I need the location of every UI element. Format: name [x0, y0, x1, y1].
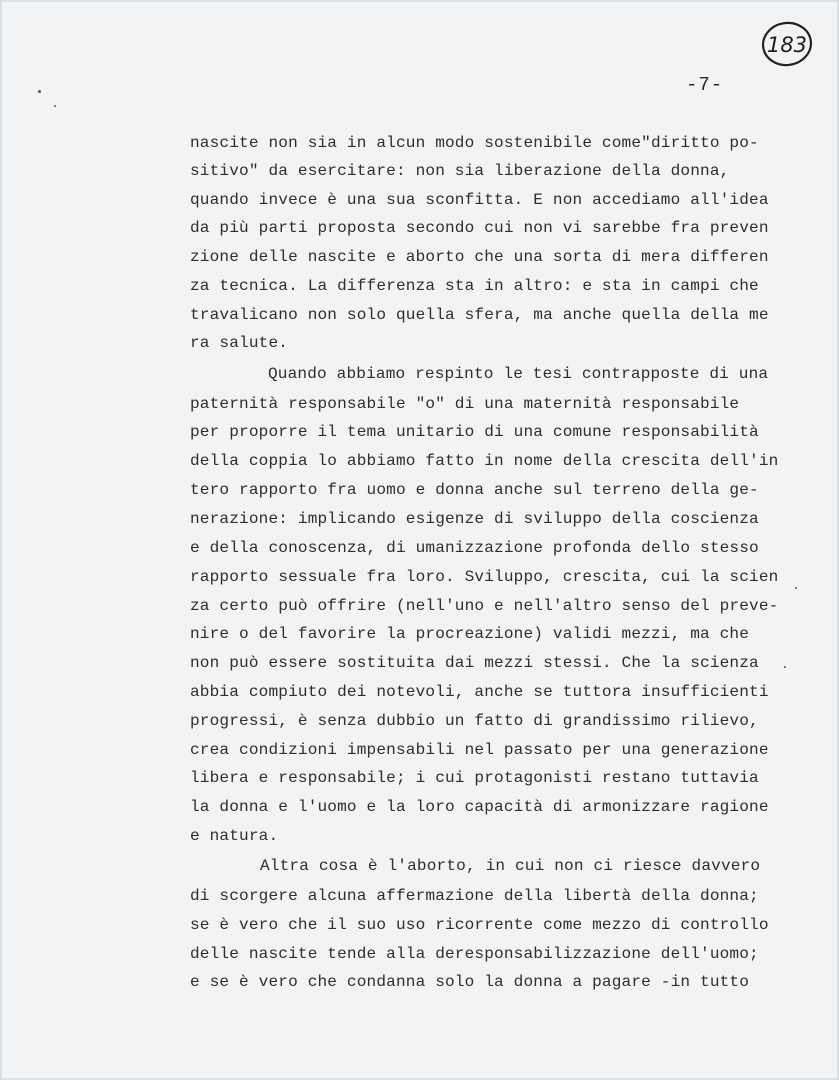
text-line: e se è vero che condanna solo la donna a pagare -in tutto [190, 973, 750, 991]
text-line: tero rapporto fra uomo e donna anche sul terreno della ge- [190, 481, 759, 499]
text-line: travalicano non solo quella sfera, ma anche quella della me [190, 306, 769, 324]
text-line: zione delle nascite e aborto che una sorta di mera differen [190, 248, 769, 266]
speck-mark [38, 90, 41, 93]
text-line: sitivo" da esercitare: non sia liberazione della donna, [190, 162, 730, 180]
text-line: rapporto sessuale fra loro. Sviluppo, crescita, cui la scien [190, 568, 779, 586]
speck-mark [54, 105, 56, 107]
text-line: quando invece è una sua sconfitta. E non accediamo all'idea [190, 191, 769, 209]
page-number: -7- [686, 74, 724, 96]
text-line: se è vero che il suo uso ricorrente come mezzo di controllo [190, 916, 769, 934]
text-line: progressi, è senza dubbio un fatto di grandissimo rilievo, [190, 712, 759, 730]
text-line: e della conoscenza, di umanizzazione profonda dello stesso [190, 539, 759, 557]
text-line: della coppia lo abbiamo fatto in nome della crescita dell'in [190, 452, 779, 470]
text-line: abbia compiuto dei notevoli, anche se tuttora insufficienti [190, 683, 769, 701]
text-line: non può essere sostituita dai mezzi stessi. Che la scienza [190, 654, 759, 672]
text-line: nascite non sia in alcun modo sostenibile come"diritto po- [190, 134, 759, 152]
text-line: e natura. [190, 827, 279, 845]
speck-mark [795, 587, 797, 589]
text-line: libera e responsabile; i cui protagonisti restano tuttavia [190, 769, 759, 787]
speck-mark [784, 666, 786, 668]
text-line: per proporre il tema unitario di una comune responsabilità [190, 423, 759, 441]
text-line: la donna e l'uomo e la loro capacità di armonizzare ragione [190, 798, 769, 816]
text-line: crea condizioni impensabili nel passato per una generazione [190, 741, 769, 759]
archive-number-stamp [760, 17, 814, 71]
text-line: nerazione: implicando esigenze di sviluppo della coscienza [190, 510, 759, 528]
archive-number: 183 [766, 33, 808, 57]
text-line: paternità responsabile "o" di una maternità responsabile [190, 395, 740, 413]
text-line: ra salute. [190, 334, 289, 352]
text-line: za certo può offrire (nell'uno e nell'altro senso del preve- [190, 597, 779, 615]
text-line: nire o del favorire la procreazione) validi mezzi, ma che [190, 625, 750, 643]
text-line: delle nascite tende alla deresponsabilizzazione dell'uomo; [190, 945, 759, 963]
text-line: Altra cosa è l'aborto, in cui non ci riesce davvero [260, 857, 761, 875]
text-line: Quando abbiamo respinto le tesi contrapposte di una [268, 365, 769, 383]
text-line: za tecnica. La differenza sta in altro: e sta in campi che [190, 277, 759, 295]
text-line: di scorgere alcuna affermazione della libertà della donna; [190, 887, 759, 905]
text-line: da più parti proposta secondo cui non vi sarebbe fra preven [190, 219, 769, 237]
